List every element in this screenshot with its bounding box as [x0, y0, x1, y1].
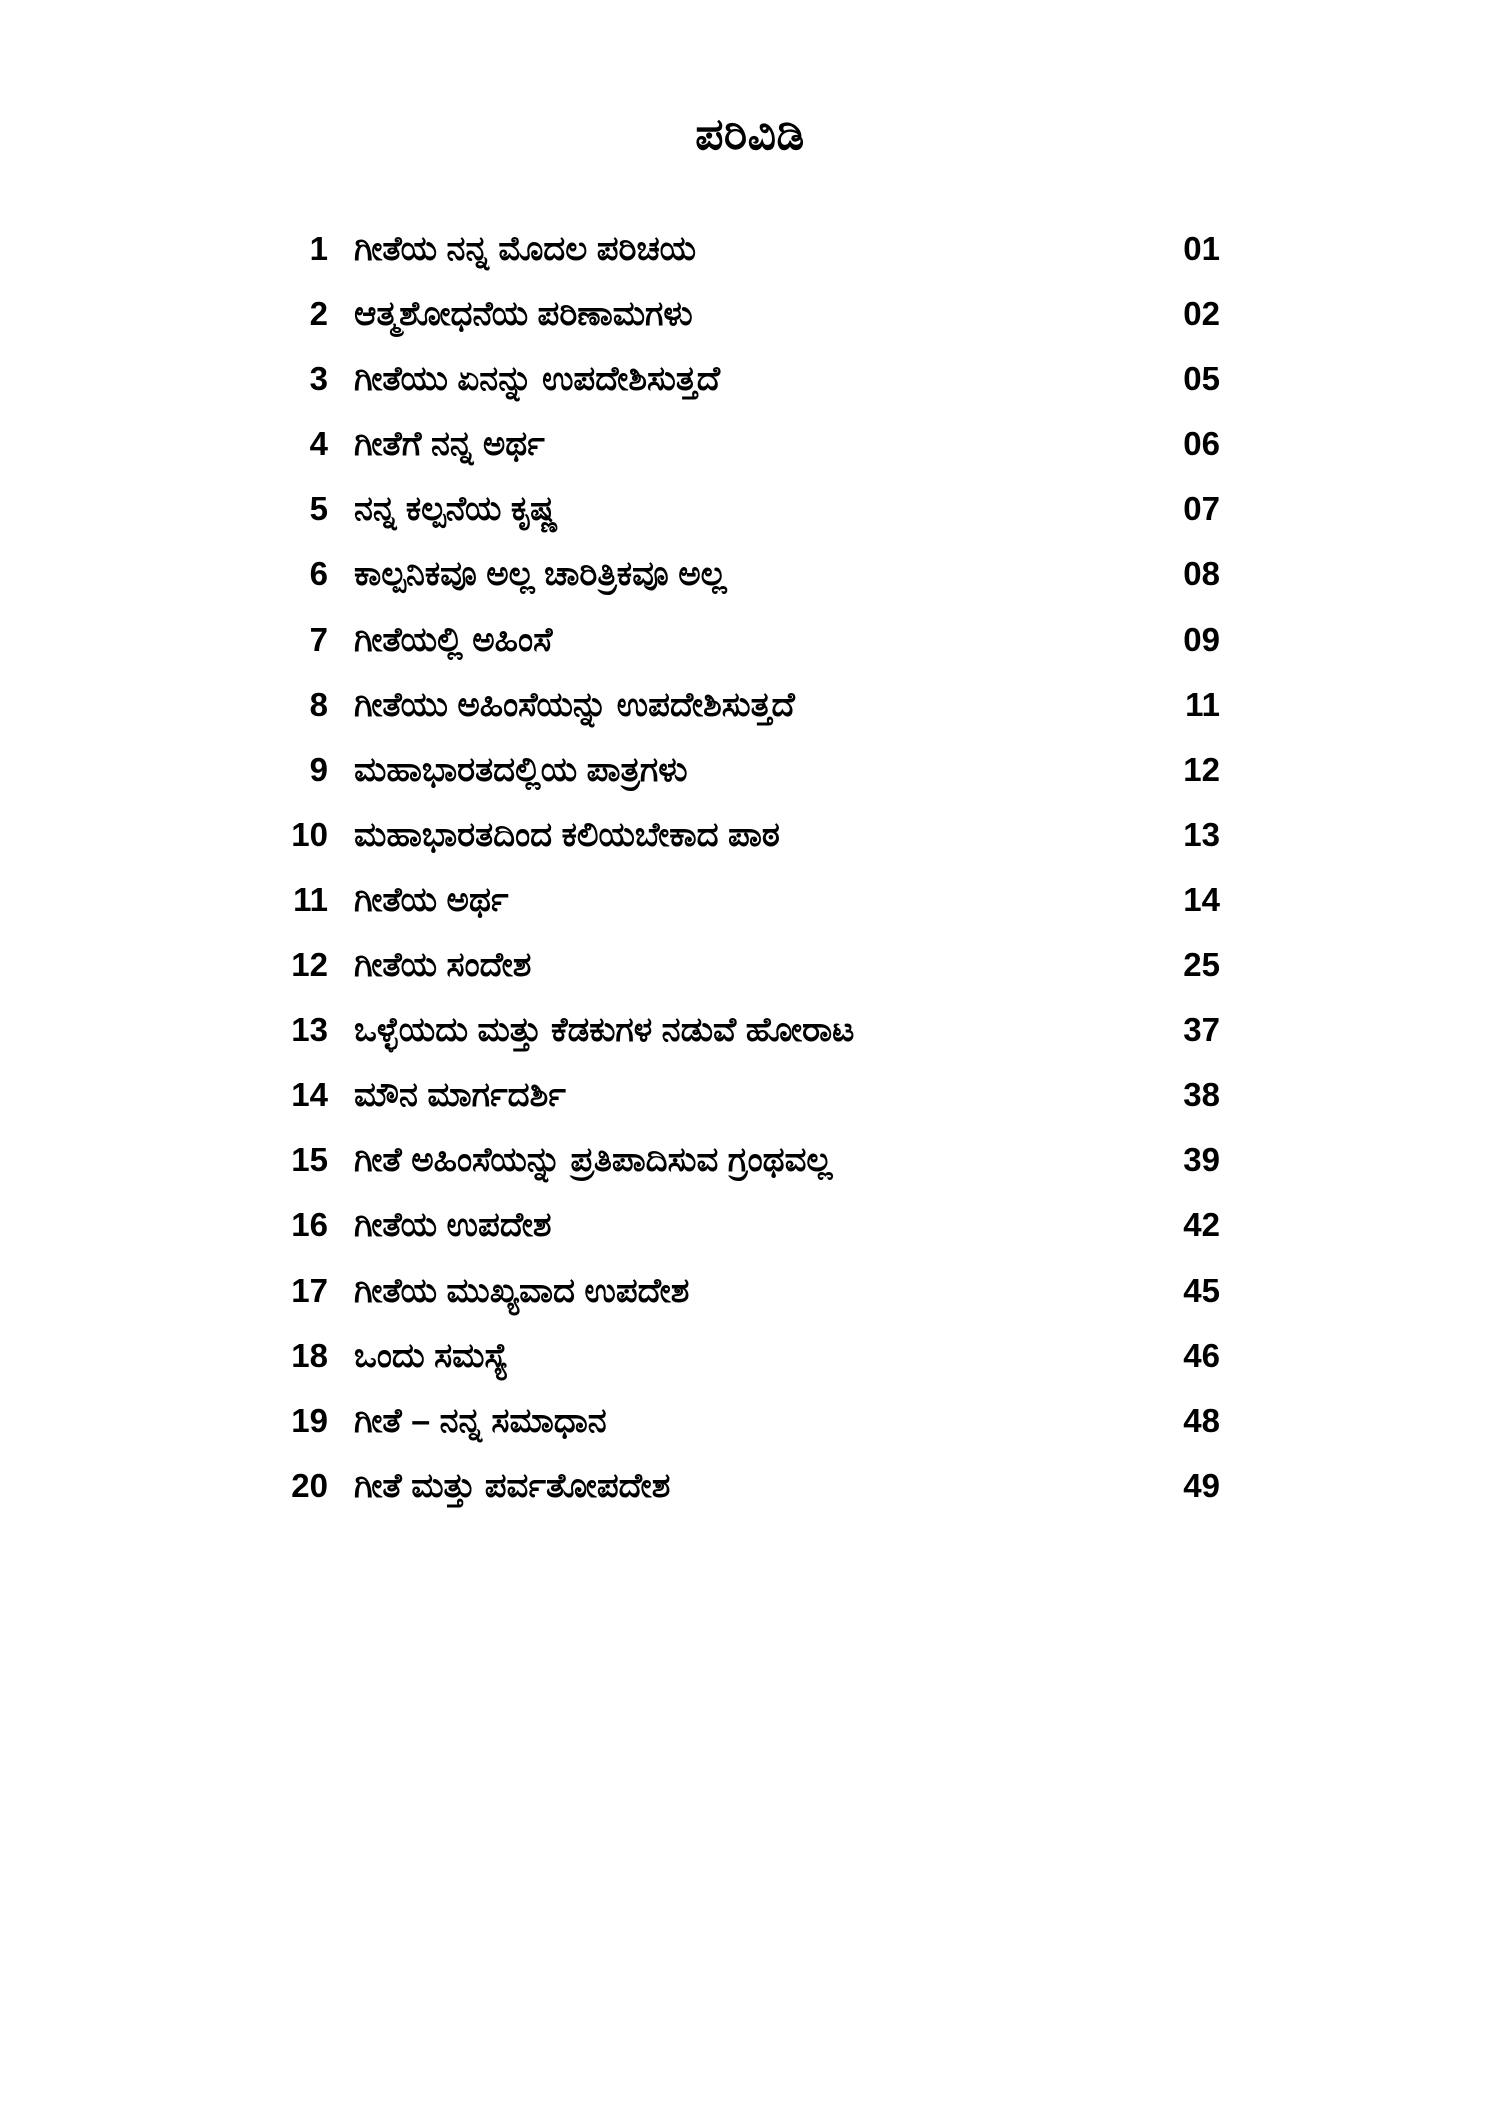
toc-entry-title[interactable]: ಗೀತೆ ಮತ್ತು ಪರ್ವತೋಪದೇಶ — [354, 1466, 671, 1505]
toc-entry[interactable] — [250, 686, 1250, 725]
toc-entry-page-number: 46 — [1183, 1336, 1220, 1374]
toc-entry-title[interactable]: ಗೀತೆಯ ಮುಖ್ಯವಾದ ಉಪದೇಶ — [354, 1271, 690, 1310]
toc-entry-title[interactable]: ಗೀತೆಯ ಸಂದೇಶ — [354, 946, 532, 985]
toc-entry[interactable] — [250, 1402, 1250, 1441]
toc-entry-page-number: 48 — [1183, 1401, 1220, 1439]
toc-entry-page-number: 38 — [1183, 1076, 1220, 1114]
toc-entry-title[interactable]: ಗೀತೆ ಅಹಿಂಸೆಯನ್ನು ಪ್ರತಿಪಾದಿಸುವ ಗ್ರಂಥವಲ್ಲ — [354, 1141, 833, 1180]
toc-entry-number: 12 — [291, 946, 328, 984]
toc-entry[interactable] — [250, 1337, 1250, 1376]
toc-entry-number: 9 — [309, 750, 328, 788]
toc-entry[interactable] — [250, 1011, 1250, 1050]
toc-entry-number: 5 — [309, 490, 328, 528]
toc-entry-number: 11 — [293, 880, 328, 918]
toc-entry[interactable] — [250, 751, 1250, 790]
toc-entry[interactable] — [250, 490, 1250, 529]
toc-entry-number: 19 — [291, 1401, 328, 1439]
table-of-contents — [250, 230, 1250, 1506]
toc-entry[interactable] — [250, 881, 1250, 920]
toc-entry-title[interactable]: ಗೀತೆಯ ಅರ್ಥ — [354, 880, 509, 919]
toc-entry[interactable] — [250, 816, 1250, 855]
toc-entry-number: 14 — [291, 1076, 328, 1114]
toc-entry-page-number: 02 — [1183, 295, 1220, 333]
toc-entry-page-number: 14 — [1183, 880, 1220, 918]
toc-entry-number: 3 — [309, 360, 328, 398]
toc-entry-page-number: 09 — [1183, 620, 1220, 658]
toc-entry-number: 20 — [291, 1466, 328, 1504]
toc-entry-page-number: 42 — [1183, 1206, 1220, 1244]
toc-entry[interactable] — [250, 621, 1250, 660]
toc-entry-title[interactable]: ಆತ್ಮಶೋಧನೆಯ ಪರಿಣಾಮಗಳು — [354, 295, 693, 334]
toc-entry-number: 1 — [309, 230, 328, 267]
toc-entry-number: 15 — [291, 1141, 328, 1179]
toc-entry-page-number: 07 — [1183, 490, 1220, 528]
toc-entry[interactable] — [250, 1076, 1250, 1115]
toc-entry[interactable] — [250, 425, 1250, 464]
toc-entry-title[interactable]: ಗೀತೆಯ ಉಪದೇಶ — [354, 1206, 552, 1245]
toc-entry[interactable] — [250, 946, 1250, 985]
toc-entry-number: 16 — [291, 1206, 328, 1244]
toc-entry-title[interactable]: ಒಳ್ಳೆಯದು ಮತ್ತು ಕೆಡಕುಗಳ ನಡುವೆ ಹೋರಾಟ — [354, 1011, 855, 1050]
toc-entry[interactable] — [250, 230, 1250, 269]
toc-entry-page-number: 08 — [1183, 555, 1220, 593]
toc-entry-page-number: 25 — [1183, 946, 1220, 984]
toc-entry-title[interactable]: ಒಂದು ಸಮಸ್ಯೆ — [354, 1336, 509, 1375]
toc-entry-page-number: 49 — [1183, 1466, 1220, 1504]
toc-entry-number: 7 — [309, 620, 328, 658]
toc-entry-page-number: 05 — [1183, 360, 1220, 398]
toc-entry-number: 18 — [291, 1336, 328, 1374]
toc-entry[interactable] — [250, 295, 1250, 334]
toc-entry-title[interactable]: ನನ್ನ ಕಲ್ಪನೆಯ ಕೃಷ್ಣ — [354, 490, 559, 529]
toc-entry-title[interactable]: ಗೀತೆಯಲ್ಲಿ ಅಹಿಂಸೆ — [354, 620, 553, 659]
toc-entry-page-number: 11 — [1185, 685, 1220, 723]
toc-entry-page-number: 39 — [1183, 1141, 1220, 1179]
toc-entry-page-number: 12 — [1183, 750, 1220, 788]
toc-entry-number: 6 — [309, 555, 328, 593]
toc-entry-title[interactable]: ಗೀತೆ – ನನ್ನ ಸಮಾಧಾನ — [354, 1401, 607, 1440]
toc-entry-page-number: 37 — [1183, 1011, 1220, 1049]
toc-entry-number: 8 — [309, 685, 328, 723]
toc-entry-number: 13 — [291, 1011, 328, 1049]
toc-entry-title[interactable]: ಗೀತೆಗೆ ನನ್ನ ಅರ್ಥ — [354, 425, 545, 464]
toc-entry[interactable] — [250, 1467, 1250, 1506]
toc-entry-page-number: 45 — [1183, 1271, 1220, 1309]
toc-entry-page-number: 06 — [1183, 425, 1220, 463]
toc-entry[interactable] — [250, 360, 1250, 399]
toc-entry[interactable] — [250, 555, 1250, 594]
toc-entry-number: 4 — [309, 425, 328, 463]
toc-entry[interactable] — [250, 1206, 1250, 1245]
toc-entry-title[interactable]: ಮಹಾಭಾರತದಲ್ಲಿಯ ಪಾತ್ರಗಳು — [354, 750, 688, 789]
toc-entry[interactable] — [250, 1272, 1250, 1311]
toc-entry-number: 10 — [291, 815, 328, 853]
toc-entry[interactable] — [250, 1141, 1250, 1180]
toc-entry-title[interactable]: ಗೀತೆಯು ಅಹಿಂಸೆಯನ್ನು ಉಪದೇಶಿಸುತ್ತದೆ — [354, 685, 795, 724]
toc-entry-title[interactable]: ಕಾಲ್ಪನಿಕವೂ ಅಲ್ಲ ಚಾರಿತ್ರಿಕವೂ ಅಲ್ಲ — [354, 555, 727, 594]
toc-entry-title[interactable]: ಗೀತೆಯು ಏನನ್ನು ಉಪದೇಶಿಸುತ್ತದೆ — [354, 360, 721, 399]
toc-entry-page-number: 13 — [1183, 815, 1220, 853]
toc-entry-number: 17 — [291, 1271, 328, 1309]
toc-entry-number: 2 — [309, 295, 328, 333]
toc-entry-page-number: 01 — [1183, 230, 1220, 267]
toc-entry-title[interactable]: ಮಹಾಭಾರತದಿಂದ ಕಲಿಯಬೇಕಾದ ಪಾಠ — [354, 815, 780, 854]
toc-entry-title[interactable]: ಮೌನ ಮಾರ್ಗದರ್ಶಿ — [354, 1076, 566, 1115]
page-title: ಪರಿವಿಡಿ — [695, 110, 805, 159]
document-page — [0, 110, 1500, 2110]
toc-entry-title[interactable]: ಗೀತೆಯ ನನ್ನ ಮೊದಲ ಪರಿಚಯ — [354, 230, 697, 268]
